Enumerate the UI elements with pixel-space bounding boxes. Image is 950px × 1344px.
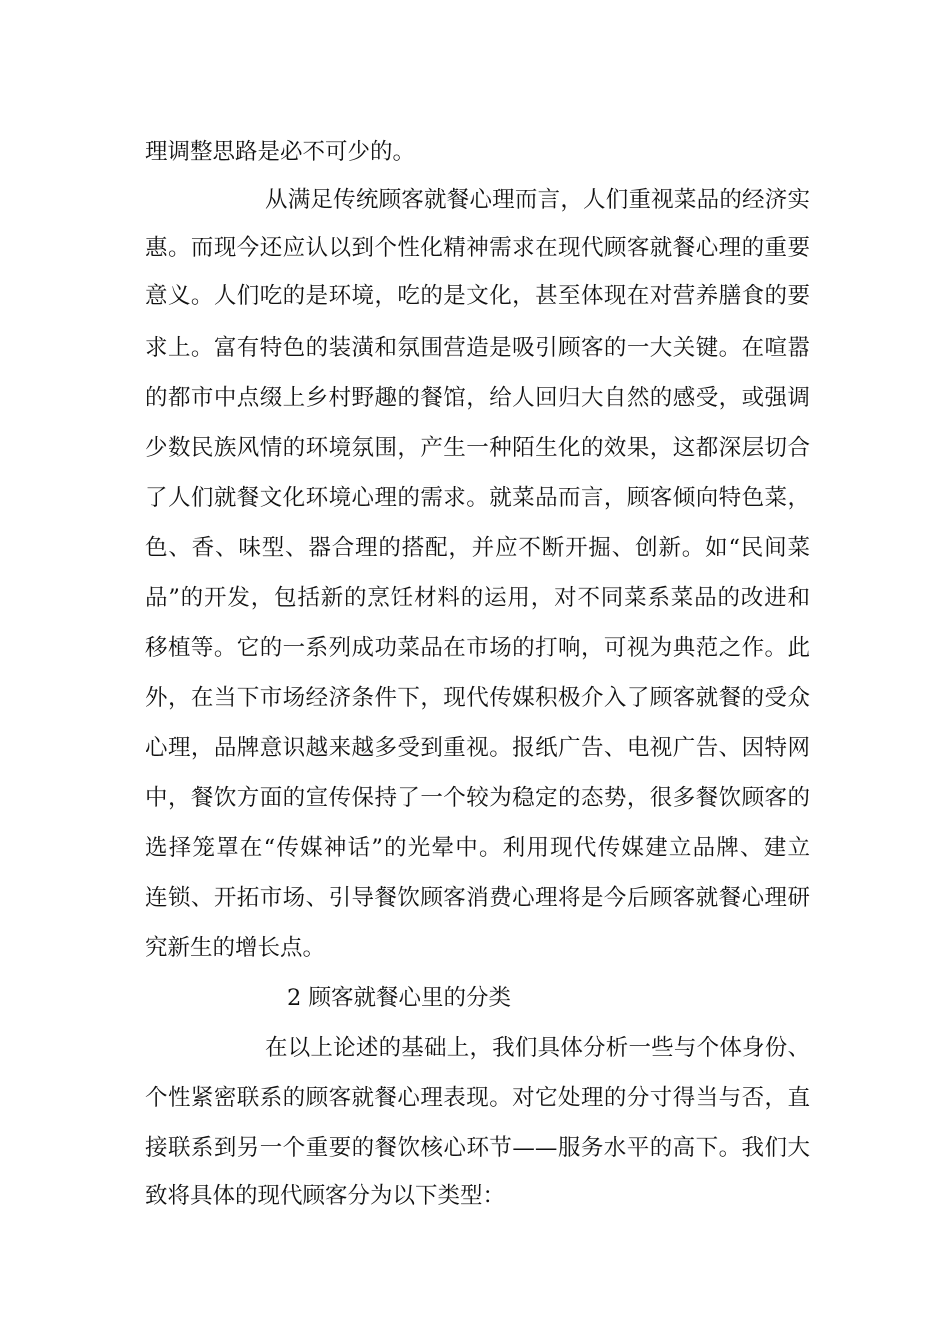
paragraph-line: 意义。人们吃的是环境，吃的是文化，甚至体现在对营养膳食的要 [145, 283, 810, 309]
paragraph-line: 究新生的增长点。 [145, 935, 326, 961]
paragraph-line: 连锁、开拓市场、引导餐饮顾客消费心理将是今后顾客就餐心理研 [145, 885, 810, 911]
paragraph-line: 少数民族风情的环境氛围，产生一种陌生化的效果，这都深层切合 [145, 435, 810, 461]
paragraph-line: 从满足传统顾客就餐心理而言，人们重视菜品的经济实 [265, 187, 810, 213]
paragraph-line: 个性紧密联系的顾客就餐心理表现。对它处理的分寸得当与否，直 [145, 1085, 810, 1111]
paragraph-line: 色、香、味型、器合理的搭配，并应不断开掘、创新。如“民间菜 [145, 535, 810, 561]
paragraph-line: 移植等。它的一系列成功菜品在市场的打响，可视为典范之作。此 [145, 635, 810, 661]
paragraph-line: 中，餐饮方面的宣传保持了一个较为稳定的态势，很多餐饮顾客的 [145, 785, 810, 811]
paragraph-line: 了人们就餐文化环境心理的需求。就菜品而言，顾客倾向特色菜， [145, 485, 810, 511]
paragraph-line: 心理，品牌意识越来越多受到重视。报纸广告、电视广告、因特网 [145, 735, 810, 761]
paragraph-line: 求上。富有特色的装潢和氛围营造是吸引顾客的一大关键。在喧嚣 [145, 335, 810, 361]
paragraph-line: 选择笼罩在“传媒神话”的光晕中。利用现代传媒建立品牌、建立 [145, 835, 810, 861]
paragraph-line: 致将具体的现代顾客分为以下类型： [145, 1183, 506, 1209]
section-heading: 2 顾客就餐心里的分类 [287, 985, 511, 1011]
paragraph-line: 理调整思路是必不可少的。 [145, 139, 416, 165]
paragraph-line: 品”的开发，包括新的烹饪材料的运用，对不同菜系菜品的改进和 [145, 585, 810, 611]
paragraph-line: 外，在当下市场经济条件下，现代传媒积极介入了顾客就餐的受众 [145, 685, 810, 711]
paragraph-line: 惠。而现今还应认以到个性化精神需求在现代顾客就餐心理的重要 [145, 235, 810, 261]
paragraph-line: 的都市中点缀上乡村野趣的餐馆，给人回归大自然的感受，或强调 [145, 385, 810, 411]
paragraph-line: 在以上论述的基础上，我们具体分析一些与个体身份、 [265, 1035, 810, 1061]
paragraph-line: 接联系到另一个重要的餐饮核心环节——服务水平的高下。我们大 [145, 1135, 810, 1161]
